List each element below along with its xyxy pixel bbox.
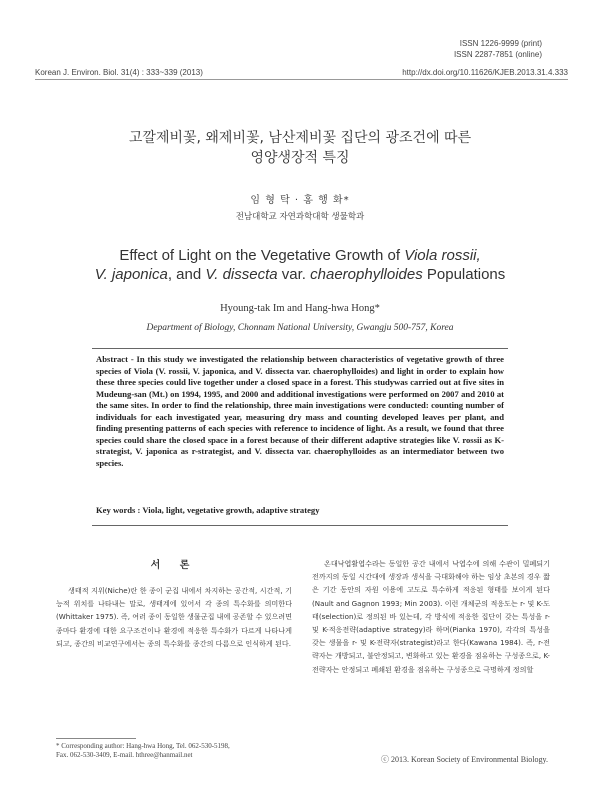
english-affiliation: Department of Biology, Chonnam National University, Gwangju 500-757, Korea (146, 323, 454, 333)
body-paragraph: 온대낙엽활엽수라는 동일한 공간 내에서 낙엽수에 의해 수관이 밀폐되기 전까지의 동일 시간대에 생장과 생식을 극대화해야 하는 임상 초본의 경우 짧은 기간 동안의 자원 이용에 고도로 특수하게 적응된 형태를 보이게 된다(Nault and Gagnon 1993; Min 2003). 이런 개체군의 적응도는 r- 및 K-도태(selection)로 정의된 바 있는데, 각 방식에 적응한 집단이 갖는 특성을 r- 및 K-적응전략(adaptive strategy)라 하며(Pianka 1970), 각각의 특성을 갖는 생물을 r- 및 K-전략자(strategist)라고 한다(Kawana 1984). 즉, r-전략자는 개방되고, 불안정되고, 변화하고 있는 환경을 점유하는 구성종으로, K-전략자는 안정되고 폐쇄된 환경을 점유하는 구성종으로 극명하게 정의할 (312, 559, 550, 674)
section-title-introduction: 서 론 (150, 560, 198, 571)
korean-authors: 임 형 탁 · 홍 행 화* (250, 195, 350, 206)
english-title-part: Populations (422, 266, 506, 283)
korean-title (40, 128, 560, 168)
doi-link[interactable]: http://dx.doi.org/10.11626/KJEB.2013.31.4.333 (402, 68, 568, 77)
abstract-text: Abstract - In this study we investigated the relationship between characteristics of vegetative growth of three species of Viola (V. rossii, V. japonica, and V. dissecta var. chaerophylloides) and light in order to explain how these three species could live together under a closed space in a forest. This studywas carried out at five sites in Mudeung-san (Mt.) on 1994, 1995, and 2000 and additional investigations were performed on 2007 and 2010 at the same sites. In order to find the relationship, three main investigations were conducted: counting number of individuals for each investigated year, measuring dry mass and counting developed leaves per plant, and finding presenting patterns of each species with reference to incidence of light. As a result, we found that three species could share the closed space in a forest because of their different adaptive strategies like V. rossii as K-strategist, V. japonica as r-strategist, and V. dissecta var. chaerophylloides as an intermediator between two species. (96, 354, 504, 468)
keywords-label: Key words : (96, 505, 143, 515)
english-title-part: var. (277, 266, 311, 283)
english-title-species: V. japonica (94, 266, 168, 283)
copyright-notice: ⓒ 2013. Korean Society of Environmental Biology. (380, 755, 548, 764)
corresponding-author-footnote (56, 742, 296, 760)
korean-affiliation: 전남대학교 자연과학대학 생물학과 (235, 212, 365, 222)
english-authors: Hyoung-tak Im and Hang-hwa Hong* (220, 303, 380, 314)
korean-title-line1: 고깔제비꽃, 왜제비꽃, 남산제비꽃 집단의 광조건에 따른 (128, 130, 472, 146)
english-title (40, 246, 560, 284)
english-title-species: chaerophylloides (310, 266, 423, 283)
journal-citation: Korean J. Environ. Biol. 31(4) : 333~339 (2013) (35, 68, 203, 77)
keywords (96, 505, 504, 515)
footnote-divider (56, 738, 136, 739)
english-title-species: V. dissecta (205, 266, 278, 283)
issn-print: ISSN 1226-9999 (print) (459, 39, 542, 48)
body-column-left (56, 584, 292, 650)
issn-block (454, 38, 542, 60)
english-title-part: , and (167, 266, 206, 283)
footnote-line1: * Corresponding author: Hang-hwa Hong, Tel. 062-530-5198, (56, 742, 230, 750)
issn-online: ISSN 2287-7851 (online) (453, 50, 542, 59)
korean-title-line2: 영양생장적 특징 (250, 150, 350, 166)
body-column-right (312, 557, 550, 676)
running-header (35, 66, 568, 80)
english-title-species: Viola rossii, (404, 247, 481, 264)
body-paragraph: 생태적 지위(Niche)란 한 종이 군집 내에서 차지하는 공간적, 시간적, 기능적 위치를 나타내는 말로, 생태계에 있어서 각 종의 특수화를 의미한다(Whittaker 1975). 즉, 여러 종이 동일한 생물군집 내에 공존할 수 있으려면 종마다 환경에 대한 요구조건이나 환경에 적응한 특수화가 다르게 나타나게 되고, 종간의 비교연구에서는 종의 특수화를 종간의 다름으로 인식하게 된다. (56, 586, 292, 648)
english-title-part: Effect of Light on the Vegetative Growth of (119, 247, 405, 264)
footnote-line2: Fax. 062-530-3409, E-mail. hthree@hanmail.net (56, 751, 193, 759)
keywords-text: Viola, light, vegetative growth, adaptive strategy (142, 505, 320, 515)
